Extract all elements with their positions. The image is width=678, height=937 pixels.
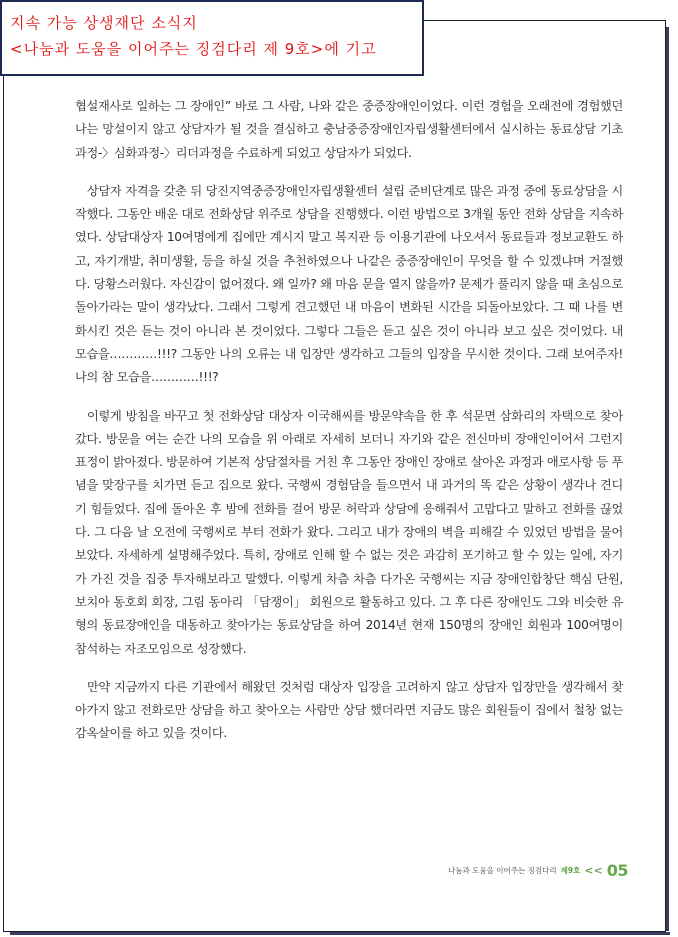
caption-box (0, 0, 424, 76)
caption-subtitle: <나눔과 도움을 이어주는 징검다리 제 9호>에 기고 (10, 40, 377, 58)
article-body (75, 95, 623, 761)
paragraph-4: 만약 지금까지 다른 기관에서 해왔던 것처럼 대상자 입장을 고려하지 않고 상담자 입장만을 생각해서 찾아가지 않고 전화로만 상담을 하고 찾아오는 사람만 상담 했더라면 지금도 많은 회원들이 집에서 철창 없는 감옥살이를 하고 있을 것이다. (75, 679, 623, 741)
double-chevron-left-icon: << (584, 863, 603, 877)
footer-issue: 제9호 (560, 865, 581, 875)
paragraph-2: 상담자 자격을 갖춘 뒤 당진지역중증장애인자립생활센터 설립 준비단계로 많은 과정 중에 동료상담을 시작했다. 그동안 배운 대로 전화상담 위주로 상담을 진행했다. 이런 방법으로 3개월 동안 전화 상담을 지속하였다. 상담대상자 10여명에게 집에만 계시지 말고 복지관 등 이용기관에 나오셔서 동료들과 정보교환도 하고, 자기개발, 취미생활, 등을 하실 것을 추천하였으나 나같은 중증장애인이 무엇을 할 수 있겠냐며 거절했다. 당황스러웠다. 자신감이 없어졌다. 왜 일까? 왜 마음 문을 열지 않을까? 문제가 풀리지 않을 때 초심으로 돌아가라는 말이 생각났다. 그래서 그렇게 견고했던 내 마음이 변화된 시간을 되돌아보았다. 그 때 나를 변화시킨 것은 듣는 것이 아니라 본 것이었다. 그렇다 그들은 듣고 싶은 것이 아니라 보고 싶은 것이었다. 내 모습을…………!!!? 그동안 나의 오류는 내 입장만 생각하고 그들의 입장을 무시한 것이다. 그래 보여주자! 나의 참 모습을…………!!!? (75, 183, 623, 385)
page-number: 05 (606, 860, 628, 880)
caption-title: 지속 가능 상생재단 소식지 (10, 14, 198, 32)
paragraph-3: 이렇게 방침을 바꾸고 첫 전화상담 대상자 이국해씨를 방문약속을 한 후 석문면 삼화리의 자택으로 찾아갔다. 방문을 여는 순간 나의 모습을 위 아래로 자세히 보더니 자기와 같은 전신마비 장애인이어서 그런지 표정이 밝아졌다. 방문하여 기본적 상담절차를 거친 후 그동안 장애인 장애로 살아온 과정과 애로사항 등 푸념을 맞장구를 치가면 듣고 집으로 왔다. 국행씨 경험담을 들으면서 내 과거의 똑 같은 상황이 생각나 견디기 힘들었다. 집에 돌아온 후 밤에 전화를 걸어 방문 허락과 상담에 응해줘서 고맙다고 말하고 전화를 끊었다. 그 다음 날 오전에 국행씨로 부터 전화가 왔다. 그리고 내가 장애의 벽을 피해갈 수 있었던 방법을 물어보았다. 자세하게 설명해주었다. 특히, 장애로 인해 할 수 없는 것은 과감히 포기하고 할 수 있는 일에, 자기가 가진 것을 집중 투자해보라고 말했다. 이렇게 차츰 차츰 다가온 국행씨는 지금 장애인합창단 핵심 단원, 보치아 동호회 회장, 그림 동아리 「담쟁이」 회원으로 활동하고 있다. 그 후 다른 장애인도 그와 비슷한 유형의 동료장애인을 대동하고 찾아가는 동료상담을 하여 2014년 현재 150명의 장애인 회원과 100여명이 참석하는 자조모임으로 성장했다. (75, 408, 623, 656)
footer-publication: 나눔과 도움을 이어주는 징검다리 (447, 865, 557, 875)
page-footer (408, 860, 628, 880)
paragraph-1: 협설재사로 일하는 그 장애인” 바로 그 사람, 나와 같은 중증장애인이었다. 이런 경험을 오래전에 경험했던 나는 망설이지 않고 상담자가 될 것을 결심하고 충남중증장애인자립생활센터에서 실시하는 동료상담 기초과정-〉심화과정-〉리더과정을 수료하게 되었고 상담자가 되었다. (75, 99, 623, 160)
